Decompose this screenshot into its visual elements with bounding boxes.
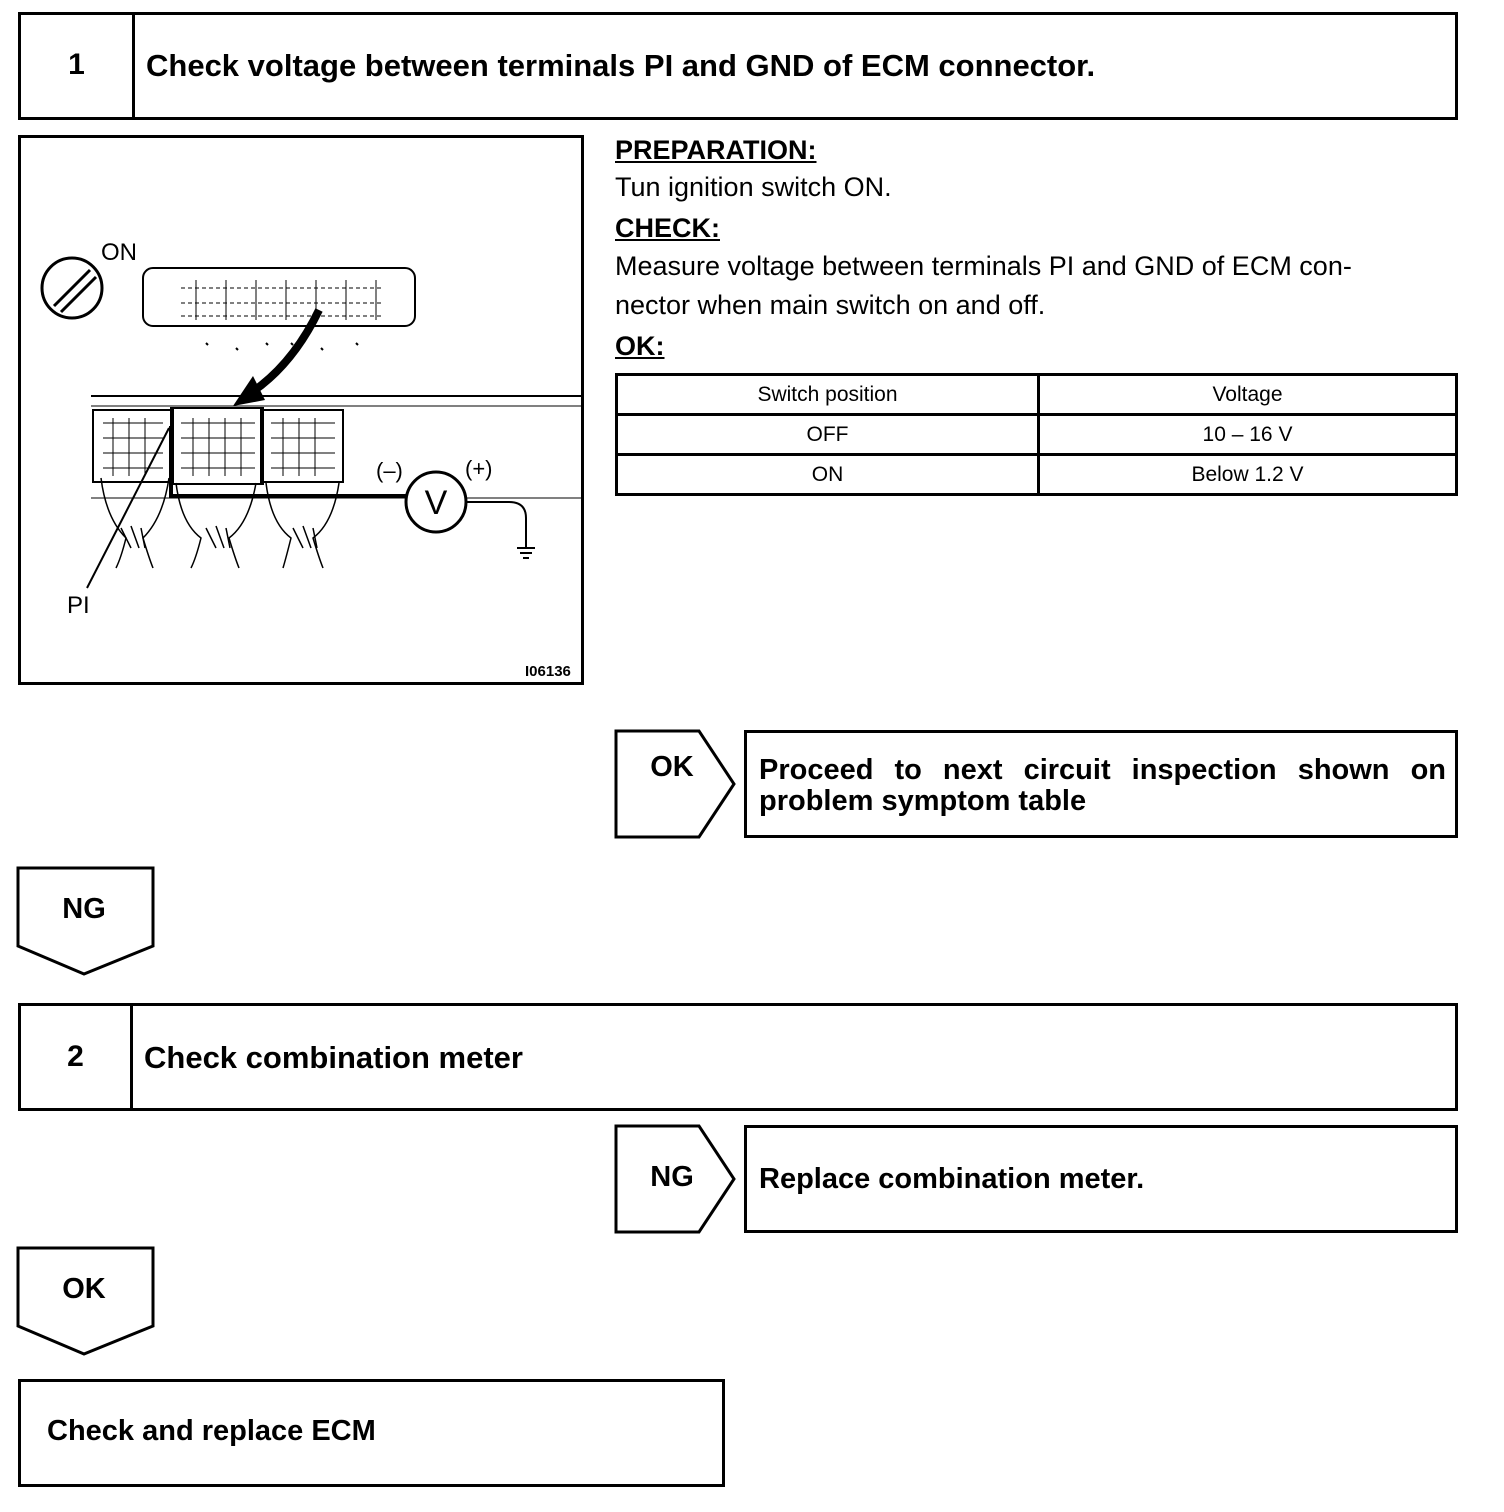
switch-on-label: ON xyxy=(101,239,137,266)
ng-result-text: Replace combination meter. xyxy=(759,1163,1145,1195)
voltmeter-symbol: V xyxy=(424,484,448,522)
branch1-ok-label: OK xyxy=(650,751,694,783)
probe-wire xyxy=(171,426,406,496)
pointer-arrow-icon xyxy=(233,310,319,406)
ok-label: OK: xyxy=(615,331,665,361)
preparation-label: PREPARATION: xyxy=(615,135,817,165)
ok-result-line1: Proceed to next circuit inspection shown on xyxy=(759,754,1446,786)
connector-block-icon xyxy=(91,396,581,498)
step1-number: 1 xyxy=(68,48,85,81)
table-cell: Below 1.2 V xyxy=(1039,455,1457,495)
negative-label: (–) xyxy=(376,458,403,483)
ok-result-line2: problem symptom table xyxy=(759,785,1087,817)
step2-title: Check combination meter xyxy=(144,1040,523,1075)
branch1-ok-result xyxy=(744,730,1458,838)
branch1-ng-label: NG xyxy=(62,893,106,925)
table-cell: ON xyxy=(617,455,1039,495)
step1-title: Check voltage between terminals PI and GND of ECM connector. xyxy=(146,48,1096,83)
positive-label: (+) xyxy=(465,456,493,481)
ecm-unit-icon xyxy=(143,268,415,350)
branch2-ng-label: NG xyxy=(650,1161,694,1193)
table-row xyxy=(617,455,1457,495)
ok-voltage-table xyxy=(615,373,1458,496)
ok-right-arrow-shape xyxy=(614,729,738,839)
check-text-line1: Measure voltage between terminals PI and GND of ECM con- xyxy=(615,251,1352,281)
step2-number: 2 xyxy=(67,1040,84,1073)
table-cell: OFF xyxy=(617,415,1039,455)
step2-header xyxy=(18,1003,1458,1111)
table-header-cell: Voltage xyxy=(1039,375,1457,415)
preparation-text: Tun ignition switch ON. xyxy=(615,172,892,202)
ground-wire xyxy=(466,502,526,548)
branch2-ok-label: OK xyxy=(62,1273,106,1305)
figure-id: I06136 xyxy=(525,663,571,680)
check-label: CHECK: xyxy=(615,213,720,243)
table-header-cell: Switch position xyxy=(617,375,1039,415)
table-header-row xyxy=(617,375,1457,415)
step2-divider xyxy=(130,1006,133,1108)
ignition-switch-icon xyxy=(42,258,102,318)
step1-header xyxy=(18,12,1458,120)
ecm-diagram xyxy=(21,138,581,682)
check-text-line2: nector when main switch on and off. xyxy=(615,290,1046,320)
final-action-text: Check and replace ECM xyxy=(47,1415,376,1447)
final-action-box xyxy=(18,1379,725,1487)
ecm-connector-figure xyxy=(18,135,584,685)
terminal-pi-label: PI xyxy=(67,592,90,619)
step1-divider xyxy=(132,15,135,117)
branch2-ng-result xyxy=(744,1125,1458,1233)
table-cell: 10 – 16 V xyxy=(1039,415,1457,455)
ground-icon xyxy=(517,548,535,558)
table-row xyxy=(617,415,1457,455)
terminal-leader xyxy=(87,428,169,588)
